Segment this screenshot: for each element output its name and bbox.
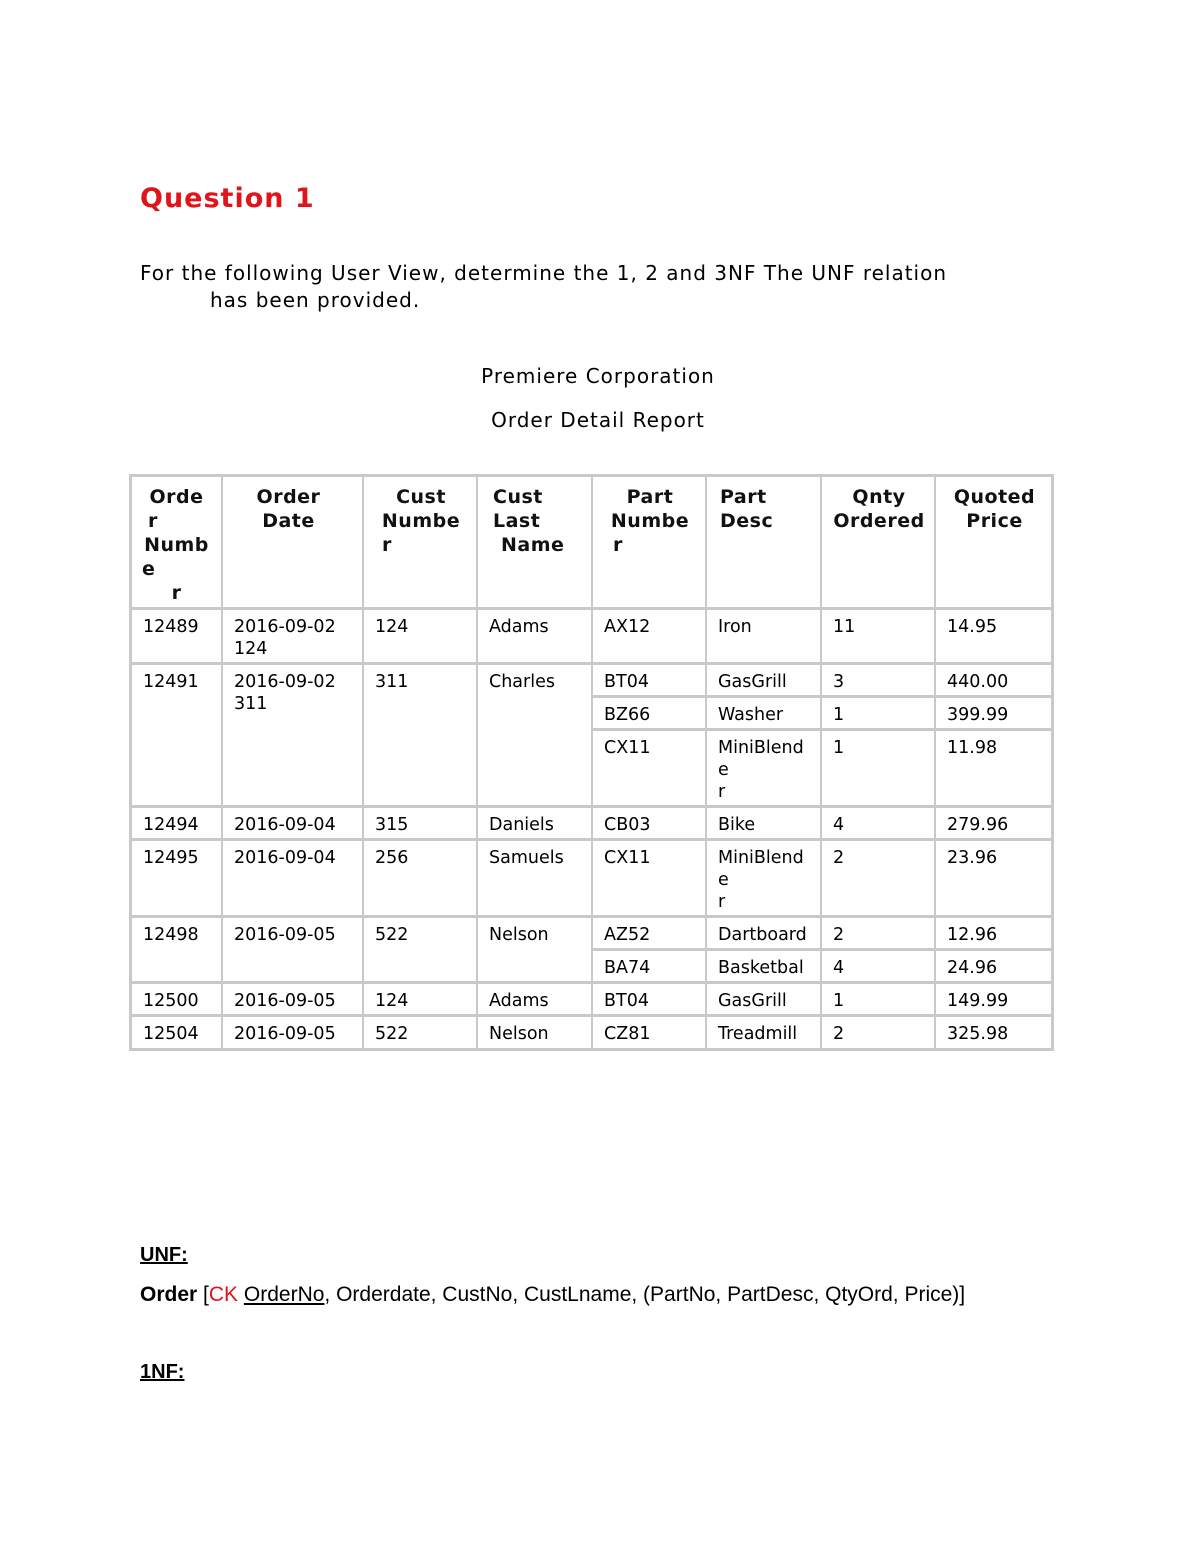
order-detail-table bbox=[129, 474, 1054, 1051]
part-number-cell: CB03 bbox=[593, 808, 707, 841]
table-header-row bbox=[132, 477, 1051, 610]
order-date-cell: 2016-09-02 124 bbox=[223, 610, 364, 665]
part-desc-cell: MiniBlend e r bbox=[707, 841, 822, 918]
price-cell: 149.99 bbox=[936, 984, 1051, 1017]
price-cell: 325.98 bbox=[947, 1024, 1009, 1044]
cust-name-cell: Adams bbox=[478, 610, 593, 665]
header-quoted-price: Quoted Price bbox=[936, 477, 1051, 610]
unf-relation: Order [CK OrderNo, Orderdate, CustNo, CustLname, (PartNo, PartDesc, QtyOrd, Price)] bbox=[140, 1283, 966, 1306]
cust-number-cell: 522 bbox=[364, 918, 478, 984]
candidate-key-marker: CK bbox=[208, 1283, 239, 1306]
order-date-cell: 2016-09-04 bbox=[223, 841, 364, 918]
header-order-number: Orde r Numb e r bbox=[132, 477, 223, 610]
relation-name: Order bbox=[140, 1283, 198, 1306]
price-cell: 440.00 bbox=[936, 665, 1051, 698]
qty-cell: 1 bbox=[822, 984, 936, 1017]
part-desc-cell: MiniBlend e r bbox=[707, 731, 822, 808]
table-row bbox=[132, 808, 1051, 841]
cust-name-cell: Nelson bbox=[478, 1017, 593, 1048]
part-desc-cell: GasGrill bbox=[707, 984, 822, 1017]
part-number-cell: AZ52 bbox=[593, 918, 707, 951]
price-cell: 24.96 bbox=[936, 951, 1051, 984]
price-cell: 279.96 bbox=[936, 808, 1051, 841]
header-part-desc: Part Desc bbox=[707, 477, 822, 610]
header-part-number: Part Numbe r bbox=[593, 477, 707, 610]
order-date-cell: 2016-09-05 bbox=[223, 918, 364, 984]
question-title: Question 1 bbox=[140, 183, 315, 214]
table-row bbox=[132, 918, 1051, 951]
1nf-heading: 1NF: bbox=[140, 1361, 185, 1383]
order-number-cell: 12489 bbox=[132, 610, 223, 665]
header-order-date: Order Date bbox=[223, 477, 364, 610]
qty-cell: 1 bbox=[822, 731, 936, 808]
table-row bbox=[132, 665, 1051, 698]
qty-cell: 1 bbox=[822, 698, 936, 731]
part-desc-cell: GasGrill bbox=[707, 665, 822, 698]
order-number-cell: 12504 bbox=[132, 1017, 223, 1048]
part-number-cell: AX12 bbox=[593, 610, 707, 665]
table-row bbox=[132, 841, 1051, 918]
part-number-cell: BZ66 bbox=[593, 698, 707, 731]
order-number-cell: 12500 bbox=[132, 984, 223, 1017]
part-number-cell: CX11 bbox=[593, 731, 707, 808]
qty-cell: 2 bbox=[822, 841, 936, 918]
table-row bbox=[132, 984, 1051, 1017]
price-cell: 11.98 bbox=[936, 731, 1051, 808]
part-desc-cell: Basketbal bbox=[707, 951, 822, 984]
header-cust-last-name: Cust Last Name bbox=[478, 477, 593, 610]
part-desc-cell: Washer bbox=[707, 698, 822, 731]
primary-key-attribute: OrderNo bbox=[243, 1283, 325, 1306]
qty-cell: 2 bbox=[822, 918, 936, 951]
cust-name-cell: Samuels bbox=[478, 841, 593, 918]
cust-name-cell: Charles bbox=[478, 665, 593, 808]
cust-name-cell: Adams bbox=[478, 984, 593, 1017]
unf-heading: UNF: bbox=[140, 1244, 188, 1266]
order-number-cell: 12498 bbox=[132, 918, 223, 984]
price-cell: 399.99 bbox=[936, 698, 1051, 731]
cust-number-cell: 315 bbox=[364, 808, 478, 841]
part-desc-cell: Iron bbox=[707, 610, 822, 665]
order-date-cell: 2016-09-05 bbox=[223, 984, 364, 1017]
report-title: Order Detail Report bbox=[491, 408, 705, 432]
part-desc-cell: Dartboard bbox=[707, 918, 822, 951]
table-row bbox=[132, 1017, 1051, 1048]
order-date-cell: 2016-09-05 bbox=[223, 1017, 364, 1048]
order-date-cell: 2016-09-02 311 bbox=[223, 665, 364, 808]
price-cell: 23.96 bbox=[936, 841, 1051, 918]
part-desc-cell: Treadmill bbox=[707, 1017, 822, 1048]
order-number-cell: 12495 bbox=[132, 841, 223, 918]
intro-line-1: For the following User View, determine the 1, 2 and 3NF The UNF relation bbox=[140, 261, 948, 285]
part-number-cell: BT04 bbox=[593, 984, 707, 1017]
part-desc-cell: Bike bbox=[707, 808, 822, 841]
question-instructions bbox=[140, 260, 1070, 314]
cust-number-cell: 124 bbox=[364, 610, 478, 665]
price-cell: 12.96 bbox=[936, 918, 1051, 951]
part-number-cell: BT04 bbox=[593, 665, 707, 698]
price-cell: 14.95 bbox=[936, 610, 1051, 665]
report-company: Premiere Corporation bbox=[481, 364, 715, 388]
qty-cell: 4 bbox=[822, 808, 936, 841]
table-row bbox=[132, 610, 1051, 665]
order-number-cell: 12491 bbox=[132, 665, 223, 808]
part-number-cell: CX11 bbox=[593, 841, 707, 918]
order-number-cell: 12494 bbox=[132, 808, 223, 841]
cust-name-cell: Nelson bbox=[478, 918, 593, 984]
part-number-cell: CZ81 bbox=[593, 1017, 707, 1048]
order-date-cell: 2016-09-04 bbox=[223, 808, 364, 841]
qty-cell: 3 bbox=[822, 665, 936, 698]
header-qnty-ordered: Qnty Ordered bbox=[822, 477, 936, 610]
cust-number-cell: 311 bbox=[364, 665, 478, 808]
intro-line-2: has been provided. bbox=[210, 288, 421, 312]
part-number-cell: BA74 bbox=[593, 951, 707, 984]
cust-name-cell: Daniels bbox=[478, 808, 593, 841]
header-cust-number: Cust Numbe r bbox=[364, 477, 478, 610]
cust-number-cell: 522 bbox=[364, 1017, 478, 1048]
qty-cell: 4 bbox=[822, 951, 936, 984]
cust-number-cell: 256 bbox=[364, 841, 478, 918]
cust-number-cell: 124 bbox=[364, 984, 478, 1017]
qty-cell: 11 bbox=[822, 610, 936, 665]
qty-cell: 2 bbox=[822, 1017, 936, 1048]
